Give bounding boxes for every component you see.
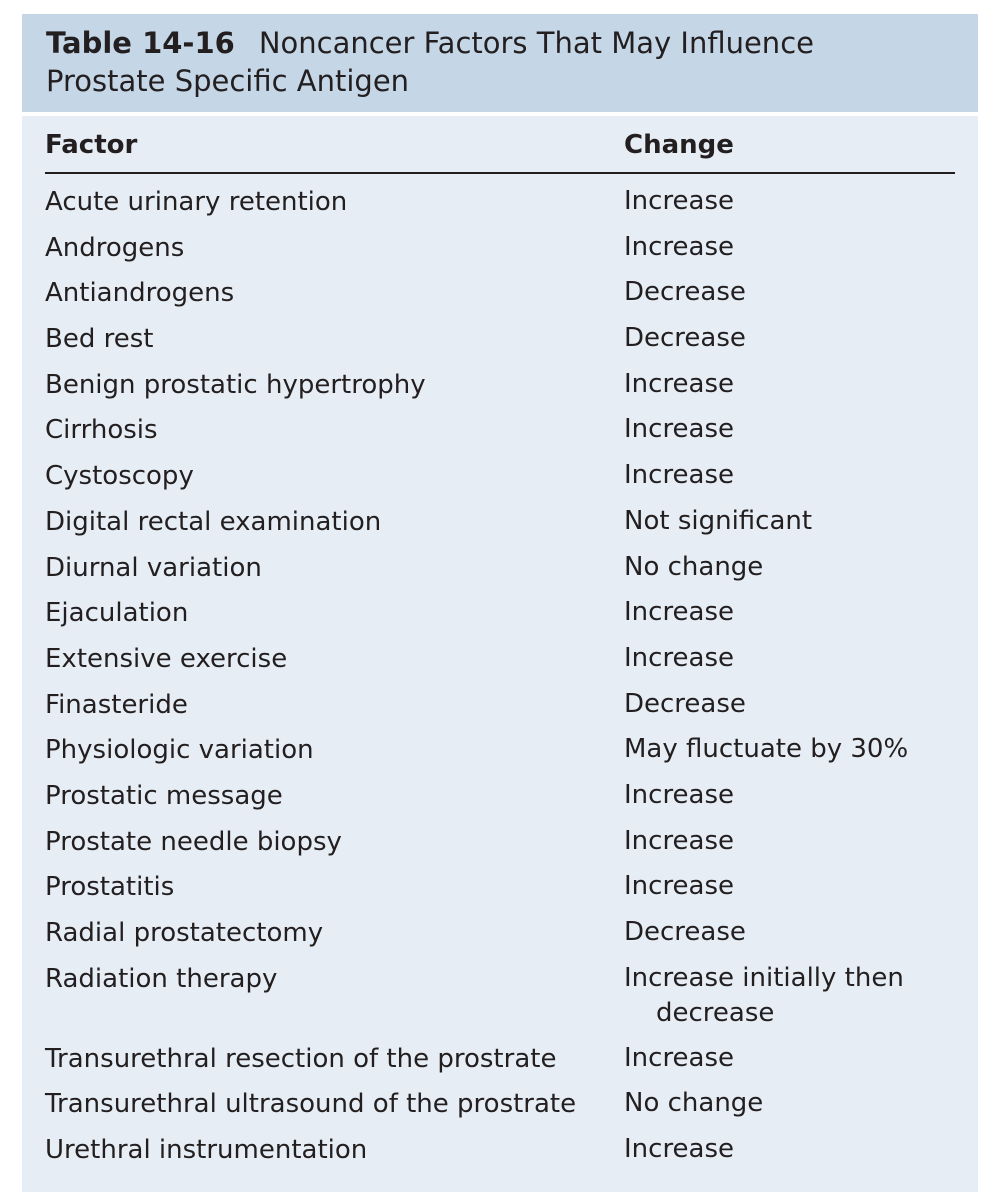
factor-cell: Cystoscopy xyxy=(45,461,194,492)
column-header-change: Change xyxy=(624,130,734,160)
caption-line-1 xyxy=(46,24,954,62)
factor-cell: Cirrhosis xyxy=(45,415,158,446)
table-row xyxy=(22,959,978,1039)
change-cell: Increase xyxy=(624,871,735,902)
factor-cell: Radial prostatectomy xyxy=(45,918,324,948)
table-row xyxy=(22,182,978,228)
change-cell: Not significant xyxy=(624,505,813,536)
table-row xyxy=(22,410,978,456)
change-cell: Increase xyxy=(624,414,735,445)
factor-cell: Antiandrogens xyxy=(45,278,235,309)
table-row xyxy=(22,913,978,959)
factor-cell: Prostatic message xyxy=(45,780,283,811)
change-cell: Increase xyxy=(624,368,735,399)
change-cell: Decrease xyxy=(624,323,746,354)
change-cell: Increase xyxy=(624,460,735,491)
change-cell: Decrease xyxy=(624,277,746,308)
change-cell: Increase xyxy=(624,642,735,673)
change-cell: Increase initially then decrease xyxy=(624,962,904,1028)
factor-cell: Physiologic variation xyxy=(45,735,314,766)
table-row xyxy=(22,639,978,685)
factor-cell: Urethral instrumentation xyxy=(45,1135,368,1166)
header-rule xyxy=(45,172,955,174)
table-title-line-1: Noncancer Factors That May Influence xyxy=(258,26,814,60)
table-title-line-2: Prostate Specific Antigen xyxy=(46,64,410,98)
factor-cell: Benign prostatic hypertrophy xyxy=(45,369,426,400)
factor-cell: Transurethral ultrasound of the prostrate xyxy=(45,1089,577,1120)
factor-cell: Bed rest xyxy=(45,324,154,355)
table-row xyxy=(22,776,978,822)
column-header-factor: Factor xyxy=(45,130,138,160)
factor-cell: Acute urinary retention xyxy=(45,187,348,217)
change-cell: Increase xyxy=(624,825,735,856)
change-cell: Increase xyxy=(624,231,735,262)
change-cell: Decrease xyxy=(624,917,746,947)
table-row xyxy=(22,456,978,502)
table-row xyxy=(22,822,978,868)
table-row xyxy=(22,1039,978,1085)
table-row xyxy=(22,685,978,731)
table-row xyxy=(22,365,978,411)
table-caption xyxy=(22,14,978,112)
factor-cell: Finasteride xyxy=(45,689,188,720)
factor-cell: Ejaculation xyxy=(45,598,189,629)
table-row xyxy=(22,1130,978,1176)
change-cell: May fluctuate by 30% xyxy=(624,734,909,765)
table-row xyxy=(22,593,978,639)
table-row xyxy=(22,319,978,365)
table-body xyxy=(22,116,978,1192)
change-cell: Decrease xyxy=(624,688,746,719)
change-cell: Increase xyxy=(624,597,735,628)
table-row xyxy=(22,730,978,776)
change-cell: Increase xyxy=(624,1042,735,1073)
factor-cell: Transurethral resection of the prostrate xyxy=(45,1043,557,1074)
table-row xyxy=(22,1084,978,1130)
factor-cell: Radiation therapy xyxy=(45,963,278,994)
table-number: Table 14-16 xyxy=(46,26,235,60)
factor-cell: Digital rectal examination xyxy=(45,506,382,537)
factor-cell: Prostatitis xyxy=(45,872,175,903)
table-row xyxy=(22,228,978,274)
table-row xyxy=(22,273,978,319)
factor-cell: Androgens xyxy=(45,232,185,263)
table-row xyxy=(22,867,978,913)
change-cell: No change xyxy=(624,1088,764,1119)
table-rows xyxy=(22,182,978,1176)
factor-cell: Prostate needle biopsy xyxy=(45,826,342,857)
change-cell: Increase xyxy=(624,779,735,810)
factor-cell: Extensive exercise xyxy=(45,643,288,674)
change-cell: No change xyxy=(624,551,764,582)
table-row xyxy=(22,502,978,548)
change-cell: Increase xyxy=(624,1134,735,1165)
change-cell: Increase xyxy=(624,186,735,216)
table-row xyxy=(22,548,978,594)
factor-cell: Diurnal variation xyxy=(45,552,262,583)
